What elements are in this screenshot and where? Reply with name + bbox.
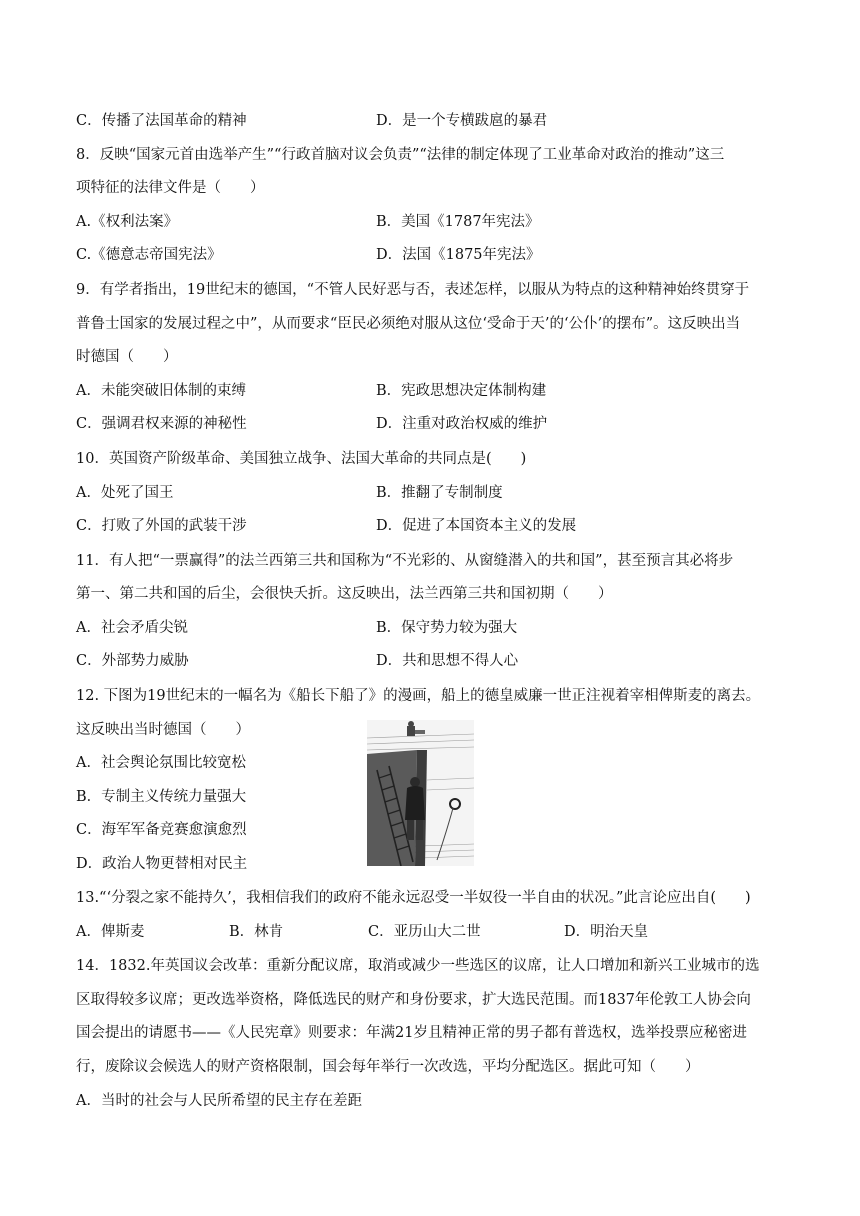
q7-option-c: C．传播了法国革命的精神 bbox=[76, 113, 247, 129]
q9-stem-line-2: 普鲁士国家的发展过程之中”，从而要求“臣民必须绝对服从这位‘受命于天’的‘公仆’的摆布”。这反映出当 bbox=[76, 316, 741, 332]
q14-stem-line-3: 国会提出的请愿书——《人民宪章》则要求：年满21岁且精神正常的男子都有普选权，选举投票应秘密进 bbox=[76, 1025, 747, 1041]
q9-stem-line-3: 时德国（ ） bbox=[76, 349, 178, 365]
q8-option-b: B．美国《1787年宪法》 bbox=[376, 214, 540, 230]
q12-option-b: B．专制主义传统力量强大 bbox=[76, 789, 247, 805]
q11-option-b: B．保守势力较为强大 bbox=[376, 620, 518, 636]
cartoon-illustration bbox=[367, 720, 474, 866]
q13-option-b: B．林肯 bbox=[229, 924, 284, 940]
q10-option-d: D．促进了本国资本主义的发展 bbox=[376, 518, 577, 534]
q8-option-d: D．法国《1875年宪法》 bbox=[376, 247, 541, 263]
q8-stem-line-2: 项特征的法律文件是（ ） bbox=[76, 180, 265, 196]
q13-stem-line-1: 13.“‘分裂之家不能持久’，我相信我们的政府不能永远忍受一半奴役一半自由的状况。”此言论应出自( ) bbox=[76, 890, 751, 906]
q9-stem-line-1: 9．有学者指出，19世纪末的德国，“不管人民好恶与否，表述怎样，以服从为特点的这种精神始终贯穿于 bbox=[76, 282, 750, 298]
q11-option-c: C．外部势力威胁 bbox=[76, 653, 189, 669]
q8-stem-line-1: 8．反映“国家元首由选举产生”“行政首脑对议会负责”“法律的制定体现了工业革命对政治的推动”这三 bbox=[76, 147, 725, 163]
q8-option-a: A.《权利法案》 bbox=[76, 214, 179, 230]
q9-option-c: C．强调君权来源的神秘性 bbox=[76, 416, 247, 432]
q12-option-c: C．海军军备竞赛愈演愈烈 bbox=[76, 822, 247, 838]
q10-stem-line-1: 10．英国资产阶级革命、美国独立战争、法国大革命的共同点是( ) bbox=[76, 451, 527, 467]
q13-option-d: D．明治天皇 bbox=[564, 924, 649, 940]
q7-option-d: D．是一个专横跋扈的暴君 bbox=[376, 113, 548, 129]
q13-option-a: A．俾斯麦 bbox=[76, 924, 145, 940]
q9-option-b: B．宪政思想决定体制构建 bbox=[376, 383, 547, 399]
q10-option-b: B．推翻了专制制度 bbox=[376, 485, 503, 501]
q9-option-d: D．注重对政治权威的维护 bbox=[376, 416, 548, 432]
q10-option-c: C．打败了外国的武装干涉 bbox=[76, 518, 247, 534]
q8-option-c: C.《德意志帝国宪法》 bbox=[76, 247, 222, 263]
q11-stem-line-1: 11．有人把“一票赢得”的法兰西第三共和国称为“不光彩的、从窗缝潜入的共和国”，甚至预言其必将步 bbox=[76, 553, 734, 569]
q14-stem-line-4: 行，废除议会候选人的财产资格限制，国会每年举行一次改选，平均分配选区。据此可知（ ） bbox=[76, 1059, 700, 1075]
q14-stem-line-2: 区取得较多议席；更改选举资格，降低选民的财产和身份要求，扩大选民范围。而1837年伦敦工人协会向 bbox=[76, 992, 751, 1008]
q13-option-c: C．亚历山大二世 bbox=[368, 924, 481, 940]
q14-stem-line-1: 14．1832.年英国议会改革：重新分配议席，取消或减少一些选区的议席，让人口增加和新兴工业城市的选 bbox=[76, 958, 760, 974]
q12-stem-line-2: 这反映出当时德国（ ） bbox=[76, 722, 250, 738]
q11-stem-line-2: 第一、第二共和国的后尘，会很快夭折。这反映出，法兰西第三共和国初期（ ） bbox=[76, 586, 613, 602]
q11-option-a: A．社会矛盾尖锐 bbox=[76, 620, 188, 636]
q9-option-a: A．未能突破旧体制的束缚 bbox=[76, 383, 246, 399]
q12-stem-line-1: 12. 下图为19世纪末的一幅名为《船长下船了》的漫画，船上的德皇威廉一世正注视着宰相俾斯麦的离去。 bbox=[76, 688, 761, 704]
q10-option-a: A．处死了国王 bbox=[76, 485, 174, 501]
q12-option-a: A．社会舆论氛围比较宽松 bbox=[76, 755, 246, 771]
q11-option-d: D．共和思想不得人心 bbox=[376, 653, 519, 669]
q14-option-a: A．当时的社会与人民所希望的民主存在差距 bbox=[76, 1093, 362, 1109]
q12-option-d: D．政治人物更替相对民主 bbox=[76, 856, 248, 872]
